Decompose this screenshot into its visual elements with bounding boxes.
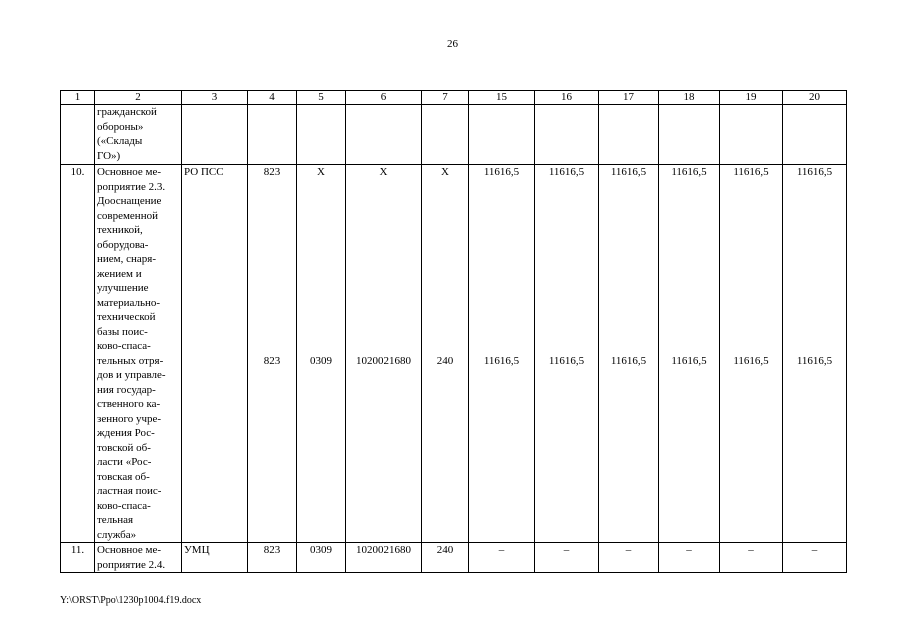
file-path-footer: Y:\ORST\Ppo\1230p1004.f19.docx [60,595,202,606]
data-cell: 11616,5 [599,354,659,543]
name-line: ственного ка- [97,398,161,410]
name-line: («Склады [97,135,143,147]
header-cell: 1 [61,91,95,105]
name-line: роприятие 2.4. [97,558,166,571]
name-line: базы поис- [97,325,148,338]
table-row [61,105,847,165]
header-cell: 16 [535,91,599,105]
name-line: дов и управле- [97,369,166,381]
name-line: тельных отря- [97,354,164,367]
name-line: Основное ме- [97,544,162,556]
name-line: Дооснащение [97,195,162,207]
name-line: техникой, [97,224,143,236]
header-cell: 7 [422,91,469,105]
data-cell: – [659,543,720,573]
name-line: ния государ- [97,383,156,396]
data-cell: 0309 [297,543,346,573]
name-line: товская об- [97,470,150,483]
name-line: ково-спаса- [97,340,151,352]
data-cell: 823 [248,165,297,354]
header-row [61,91,847,105]
name-line: тельная [97,514,134,526]
name-line: ждения Рос- [97,427,155,439]
name-line: технической [97,311,156,323]
data-cell: – [469,543,535,573]
header-cell: 3 [182,91,248,105]
data-cell: 11616,5 [659,165,720,354]
data-cell: – [783,543,847,573]
header-cell: 18 [659,91,720,105]
data-cell: 823 [248,354,297,543]
executor-cell: РО ПСС [182,165,248,543]
data-cell: Х [297,165,346,354]
name-line: ластная поис- [97,485,162,497]
name-line: улучшение [97,282,149,294]
name-line: обороны» [97,120,144,133]
name-line: жением и [97,267,142,280]
data-cell: Х [422,165,469,354]
data-cell: – [599,543,659,573]
data-cell: 11616,5 [469,354,535,543]
header-cell: 20 [783,91,847,105]
header-cell: 6 [346,91,422,105]
name-line: нием, снаря- [97,253,156,265]
data-cell: – [720,543,783,573]
data-cell: Х [346,165,422,354]
data-cell: 11616,5 [599,165,659,354]
row-number: 10. [61,165,95,543]
data-cell: 240 [422,543,469,573]
data-cell: 0309 [297,354,346,543]
data-cell: 11616,5 [720,165,783,354]
page-number: 26 [447,38,458,50]
header-cell: 4 [248,91,297,105]
name-line: оборудова- [97,238,149,251]
header-cell: 2 [95,91,182,105]
data-cell: 11616,5 [720,354,783,543]
data-cell: 1020021680 [346,543,422,573]
header-cell: 15 [469,91,535,105]
row-number: 11. [61,543,95,573]
name-line: зенного учре- [97,412,162,425]
table-row [61,543,847,573]
name-line: товской об- [97,441,151,454]
name-line: ласти «Рос- [97,456,152,468]
measure-name-cell [95,105,182,165]
data-cell: 823 [248,543,297,573]
data-cell: 11616,5 [469,165,535,354]
data-cell: 11616,5 [535,354,599,543]
budget-table [60,90,847,573]
header-cell: 17 [599,91,659,105]
data-cell: 240 [422,354,469,543]
name-line: материально- [97,296,161,309]
data-cell: 11616,5 [783,165,847,354]
header-cell: 5 [297,91,346,105]
data-cell: 11616,5 [783,354,847,543]
name-line: гражданской [97,106,157,118]
measure-name-cell [95,543,182,573]
table-row [61,165,847,354]
name-line: современной [97,209,158,222]
name-line: служба» [97,528,137,541]
name-line: Основное ме- [97,166,162,178]
header-cell: 19 [720,91,783,105]
data-cell: 1020021680 [346,354,422,543]
executor-cell: УМЦ [182,543,248,573]
measure-name-cell [95,165,182,543]
data-cell: – [535,543,599,573]
name-line: роприятие 2.3. [97,180,166,193]
data-cell: 11616,5 [659,354,720,543]
data-cell: 11616,5 [535,165,599,354]
name-line: ково-спаса- [97,499,151,512]
name-line: ГО») [97,149,121,162]
